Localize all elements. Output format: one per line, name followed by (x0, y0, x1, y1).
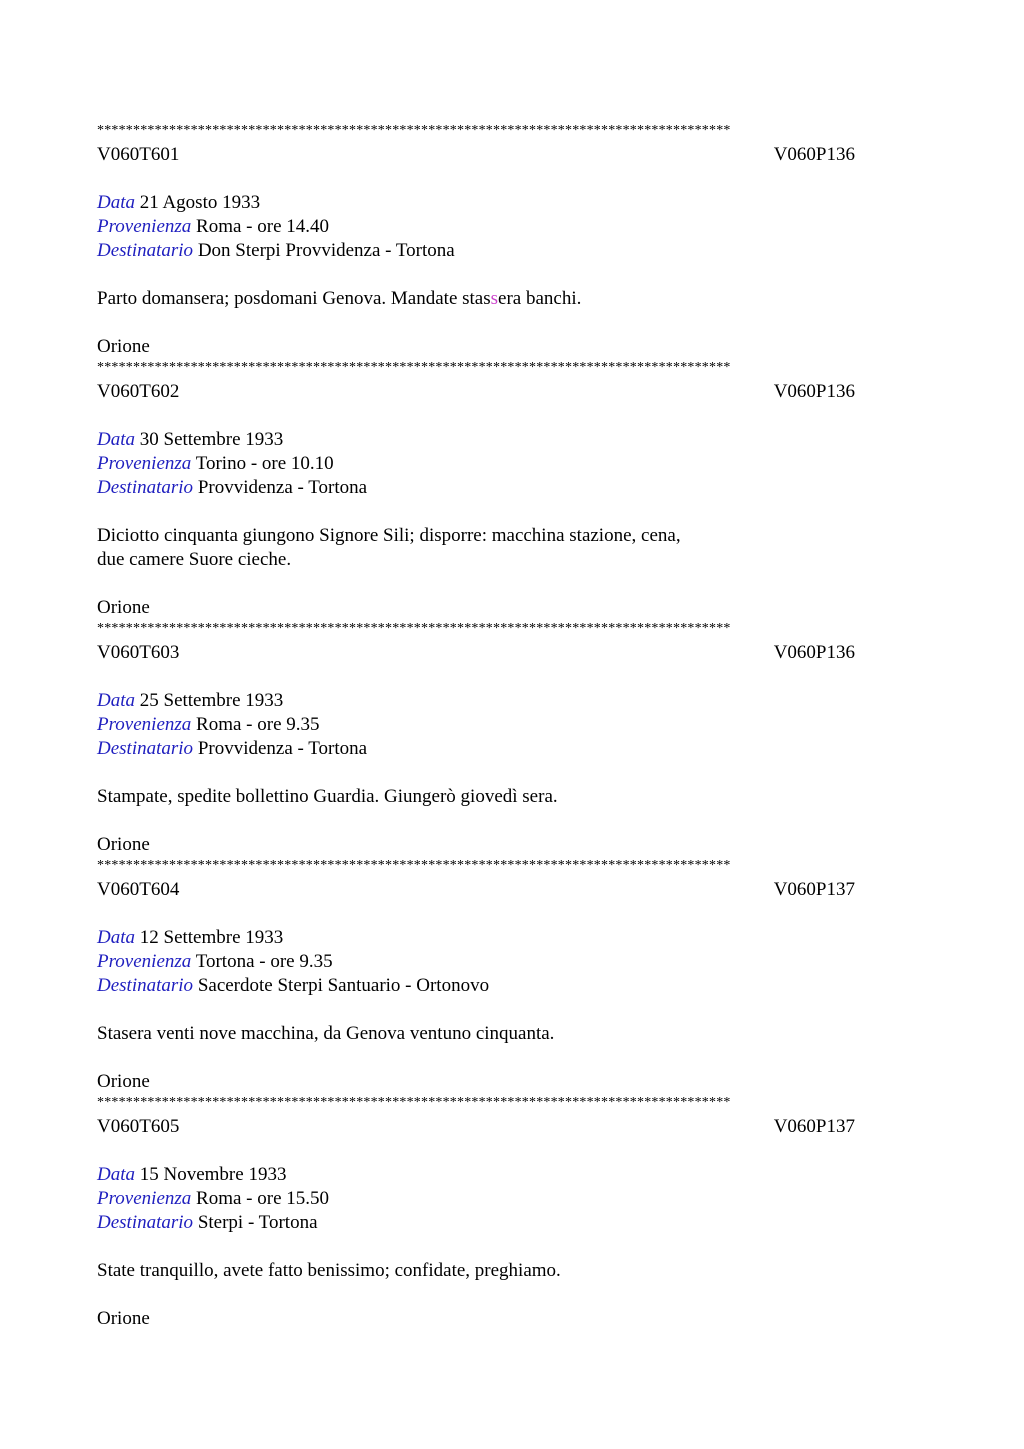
entry-page-ref: V060P137 (773, 879, 855, 900)
recipient-row (97, 737, 927, 761)
entry-page-ref: V060P136 (773, 144, 855, 165)
separator-line: **************************************************************************************** (97, 621, 731, 636)
origin-row (97, 950, 927, 974)
recipient-label: Destinatario (97, 240, 194, 261)
origin-value: Roma - ore 14.40 (196, 216, 330, 237)
entry-id: V060T602 (97, 381, 180, 402)
recipient-label: Destinatario (97, 975, 194, 996)
origin-label: Provenienza (97, 216, 192, 237)
signature: Orione (97, 336, 150, 357)
separator-line: **************************************************************************************** (97, 858, 731, 873)
telegram-entry (97, 119, 927, 356)
date-row (97, 428, 927, 452)
entry-id: V060T605 (97, 1116, 180, 1137)
entry-page-ref: V060P136 (773, 642, 855, 663)
date-value: 21 Agosto 1933 (139, 192, 261, 213)
recipient-label: Destinatario (97, 1212, 194, 1233)
date-row (97, 191, 927, 215)
document-page (97, 119, 927, 1328)
recipient-row (97, 239, 927, 263)
separator-line: **************************************************************************************** (97, 360, 731, 375)
recipient-value: Sterpi - Tortona (197, 1212, 318, 1233)
origin-value: Roma - ore 9.35 (196, 714, 320, 735)
recipient-value: Sacerdote Sterpi Santuario - Ortonovo (197, 975, 490, 996)
date-value: 30 Settembre 1933 (139, 429, 284, 450)
date-value: 25 Settembre 1933 (139, 690, 284, 711)
entry-id-row (97, 1115, 855, 1139)
date-label: Data (97, 429, 135, 450)
origin-label: Provenienza (97, 453, 192, 474)
separator-line: **************************************************************************************** (97, 123, 731, 138)
telegram-entry (97, 617, 927, 854)
telegram-text: Stampate, spedite bollettino Guardia. Giungerò giovedì sera. (97, 786, 558, 807)
telegram-text-line: due camere Suore cieche. (97, 549, 292, 570)
highlighted-char: s (490, 288, 499, 309)
recipient-value: Provvidenza - Tortona (197, 738, 368, 759)
signature: Orione (97, 834, 150, 855)
origin-row (97, 713, 927, 737)
date-row (97, 689, 927, 713)
signature: Orione (97, 1071, 150, 1092)
recipient-label: Destinatario (97, 738, 194, 759)
date-value: 15 Novembre 1933 (139, 1164, 287, 1185)
origin-value: Roma - ore 15.50 (196, 1188, 330, 1209)
entry-page-ref: V060P136 (773, 381, 855, 402)
origin-label: Provenienza (97, 951, 192, 972)
signature: Orione (97, 597, 150, 618)
origin-value: Tortona - ore 9.35 (195, 951, 333, 972)
entry-page-ref: V060P137 (773, 1116, 855, 1137)
date-label: Data (97, 192, 135, 213)
entry-id-row (97, 878, 855, 902)
telegram-text: Parto domansera; posdomani Genova. Mandate stassera banchi. (97, 288, 582, 309)
recipient-value: Provvidenza - Tortona (197, 477, 368, 498)
date-row (97, 926, 927, 950)
origin-value: Torino - ore 10.10 (195, 453, 334, 474)
telegram-entry (97, 1091, 927, 1328)
entry-id: V060T601 (97, 144, 180, 165)
origin-row (97, 1187, 927, 1211)
recipient-value: Don Sterpi Provvidenza - Tortona (197, 240, 455, 261)
telegram-entry (97, 854, 927, 1091)
recipient-label: Destinatario (97, 477, 194, 498)
signature: Orione (97, 1308, 150, 1329)
entry-id: V060T603 (97, 642, 180, 663)
recipient-row (97, 1211, 927, 1235)
date-label: Data (97, 1164, 135, 1185)
telegram-text-line: Diciotto cinquanta giungono Signore Sili; disporre: macchina stazione, cena, (97, 525, 681, 546)
date-label: Data (97, 927, 135, 948)
origin-row (97, 452, 927, 476)
telegram-text: Stasera venti nove macchina, da Genova ventuno cinquanta. (97, 1023, 555, 1044)
origin-label: Provenienza (97, 1188, 192, 1209)
entry-id-row (97, 143, 855, 167)
recipient-row (97, 476, 927, 500)
separator-line: **************************************************************************************** (97, 1095, 731, 1110)
date-value: 12 Settembre 1933 (139, 927, 284, 948)
entry-id: V060T604 (97, 879, 180, 900)
entry-id-row (97, 641, 855, 665)
origin-row (97, 215, 927, 239)
date-label: Data (97, 690, 135, 711)
origin-label: Provenienza (97, 714, 192, 735)
telegram-entry (97, 356, 927, 617)
recipient-row (97, 974, 927, 998)
entry-id-row (97, 380, 855, 404)
date-row (97, 1163, 927, 1187)
telegram-text: State tranquillo, avete fatto benissimo; confidate, preghiamo. (97, 1260, 561, 1281)
